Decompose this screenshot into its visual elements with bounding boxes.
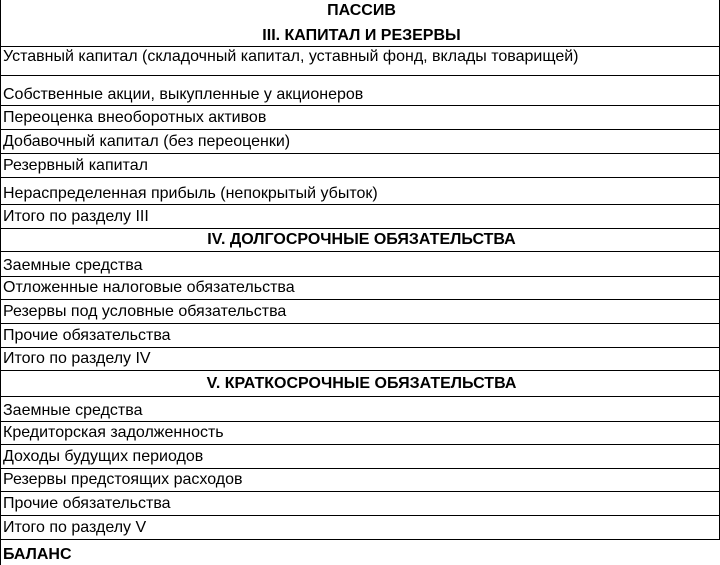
table-row	[1, 492, 720, 516]
table-row	[1, 154, 720, 178]
row-own-shares: Собственные акции, выкупленные у акционеров	[1, 76, 720, 106]
table-row	[1, 76, 720, 106]
row-lt-borrowings: Заемные средства	[1, 252, 720, 277]
row-contingent-reserves: Резервы под условные обязательства	[1, 300, 720, 324]
row-st-borrowings: Заемные средства	[1, 397, 720, 422]
table-row	[1, 397, 720, 422]
table-row	[1, 205, 720, 229]
table-row	[1, 422, 720, 445]
table-row	[1, 300, 720, 324]
row-lt-other-liabilities: Прочие обязательства	[1, 324, 720, 348]
section5-heading: V. КРАТКОСРОЧНЫЕ ОБЯЗАТЕЛЬСТВА	[1, 371, 720, 397]
row-accounts-payable: Кредиторская задолженность	[1, 422, 720, 445]
row-total-section4: Итого по разделу IV	[1, 348, 720, 371]
row-deferred-tax: Отложенные налоговые обязательства	[1, 277, 720, 300]
table-row	[1, 178, 720, 205]
passive-title: ПАССИВ	[1, 0, 720, 22]
section-header-row	[1, 22, 720, 47]
table-row	[1, 130, 720, 154]
section3-heading: III. КАПИТАЛ И РЕЗЕРВЫ	[1, 22, 720, 47]
row-retained-earnings: Нераспределенная прибыль (непокрытый убыток)	[1, 178, 720, 205]
row-authorized-capital: Уставный капитал (складочный капитал, уставный фонд, вклады товарищей)	[1, 47, 720, 76]
title-row	[1, 0, 720, 22]
row-total-section5: Итого по разделу V	[1, 516, 720, 540]
section-header-row	[1, 371, 720, 397]
row-revaluation: Переоценка внеоборотных активов	[1, 106, 720, 130]
table-row	[1, 47, 720, 76]
row-st-other-liabilities: Прочие обязательства	[1, 492, 720, 516]
table-row	[1, 252, 720, 277]
row-reserve-capital: Резервный капитал	[1, 154, 720, 178]
table-row	[1, 516, 720, 540]
table-row	[1, 277, 720, 300]
row-deferred-income: Доходы будущих периодов	[1, 445, 720, 469]
table-row	[1, 324, 720, 348]
row-additional-capital: Добавочный капитал (без переоценки)	[1, 130, 720, 154]
row-future-expense-reserves: Резервы предстоящих расходов	[1, 469, 720, 492]
total-row	[1, 540, 720, 565]
table-row	[1, 445, 720, 469]
balance-total: БАЛАНС	[1, 540, 720, 565]
table-row	[1, 106, 720, 130]
row-total-section3: Итого по разделу III	[1, 205, 720, 229]
table-row	[1, 348, 720, 371]
section4-heading: IV. ДОЛГОСРОЧНЫЕ ОБЯЗАТЕЛЬСТВА	[1, 229, 720, 252]
section-header-row	[1, 229, 720, 252]
table-row	[1, 469, 720, 492]
